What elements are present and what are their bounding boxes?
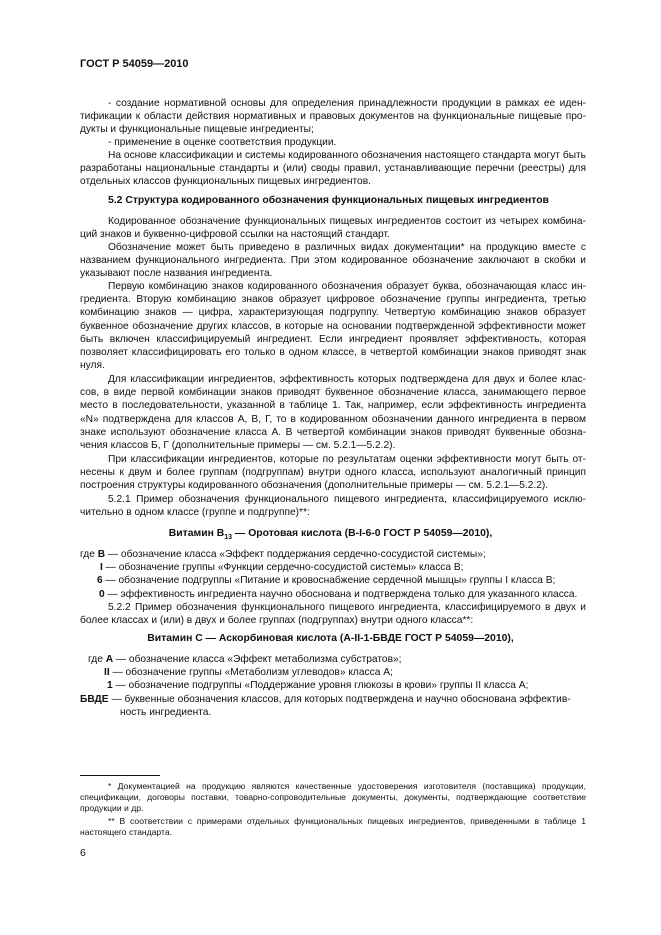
definition-row: БВДЕ — буквенные обозначения классов, для которых подтверждена и научно обоснована эффективность ингредиента. bbox=[80, 693, 571, 718]
paragraph-5-2-2: 5.2.2 Пример обозначения функционального пищевого ингредиента, классифицируемого в двух и более классах и (или) в двух и более группах (подгруппах) внутри одного класса**: bbox=[80, 602, 586, 627]
definition-row: где А — обозначение класса «Эффект метаболизма субстратов»; bbox=[88, 654, 402, 665]
page-number: 6 bbox=[80, 848, 86, 859]
definition-row: I — обозначение группы «Функции сердечно-сосудистой системы» класса В; bbox=[100, 562, 464, 574]
footnote-separator bbox=[80, 775, 160, 776]
intro-item-1: - создание нормативной основы для определения принадлежности продукции в рамках ее идентификации к области действия нормативных и правовых документов на функциональные пищевые продукты и функциональные пищевые ингредиенты; bbox=[80, 98, 586, 136]
paragraph-3: Первую комбинацию знаков кодированного обозначения образует буква, обозначающая класс ингредиента. Вторую комбинацию знаков образует цифровое обозначение группы ингредиента, третью комбинацию знаков — цифра, характеризующая подгруппу. Четвертую комбинацию знаков образует буквенное обозначение других классов, в которые на основании подтвержденной эффективности может быть включен классифицируемый ингредиент. Если ингредиент проявляет эффективность, которая позволяет классифицировать его только в одном классе, в четвертой комбинации знаков приводят знак нуля. bbox=[80, 281, 586, 372]
paragraph-1: Кодированное обозначение функциональных пищевых ингредиентов состоит из четырех комбинаций знаков и буквенно-цифровой ссылки на настоящий стандарт. bbox=[80, 216, 586, 241]
paragraph-6: 5.2.1 Пример обозначения функционального пищевого ингредиента, классифицируемого исключительно в одном классе (группе и подгруппе)**: bbox=[80, 494, 586, 519]
paragraph-5: При классификации ингредиентов, которые по результатам оценки эффективности могут быть отнесены к двум и более группам (подгруппам) внутри одного класса, используют аналогичный принцип построения структуры кодированного обозначения (дополнительные примеры — см. 5.2.1—5.2.2). bbox=[80, 454, 586, 492]
intro-paragraph: На основе классификации и системы кодированного обозначения настоящего стандарта могут быть разработаны национальные стандарты и (или) своды правил, устанавливающие перечни (реестры) для отдельных классов функциональных пищевых ингредиентов. bbox=[80, 150, 586, 188]
document-header: ГОСТ Р 54059—2010 bbox=[80, 58, 189, 70]
example-2-formula: Витамин С — Аскорбиновая кислота (А-II-1-БВДЕ ГОСТ Р 54059—2010), bbox=[147, 633, 514, 644]
paragraph-4: Для классификации ингредиентов, эффективность которых подтверждена для двух и более классов, в виде первой комбинации знаков приводят буквенное обозначение класса, занимающего первое место в последовательности, указанной в таблице 1. Так, например, если эффективность ингредиента «N» подтверждена для классов А, В, Г, то в кодированном обозначении данного ингредиента в первом знаке используют обозначение класса А. В четвертой комбинации знаков приводят буквенные обозначения классов Б, Г (дополнительные примеры — см. 5.2.1—5.2.2). bbox=[80, 374, 586, 452]
example-1-definitions bbox=[80, 548, 590, 601]
definition-row: 0 — эффективность ингредиента научно обоснована и подтверждена только для указанного класса. bbox=[99, 588, 578, 600]
section-heading: 5.2 Структура кодированного обозначения функциональных пищевых ингредиентов bbox=[108, 195, 549, 206]
definition-row: где В — обозначение класса «Эффект поддержания сердечно-сосудистой системы»; bbox=[80, 549, 486, 560]
definition-row: 1 — обозначение подгруппы «Поддержание уровня глюкозы в крови» группы II класса А; bbox=[107, 680, 529, 692]
definition-row: II — обозначение группы «Метаболизм углеводов» класса А; bbox=[104, 667, 393, 679]
intro-item-2: - применение в оценке соответствия продукции. bbox=[108, 137, 337, 148]
definition-row: 6 — обозначение подгруппы «Питание и кровоснабжение сердечной мышцы» группы I класса В; bbox=[97, 575, 556, 587]
footnote-1: * Документацией на продукцию являются качественные удостоверения изготовителя (поставщика) продукции, спецификации, договоры поставки, товарно-сопроводительные документы, документы, подтверждающие соответствие продукции и др. bbox=[80, 781, 586, 814]
example-2-definitions bbox=[80, 653, 590, 719]
footnote-2: ** В соответствии с примерами отдельных функциональных пищевых ингредиентов, приведенными в таблице 1 настоящего стандарта. bbox=[80, 816, 586, 838]
example-1-formula: Витамин $В_{13}$ — Оротовая кислота (В-I-6-0 ГОСТ Р 54059—2010), bbox=[168, 528, 493, 542]
paragraph-2: Обозначение может быть приведено в различных видах документации* на продукцию вместе с названием функционального ингредиента. При этом кодированное обозначение заключают в скобки и указывают после названия ингредиента. bbox=[80, 242, 586, 280]
